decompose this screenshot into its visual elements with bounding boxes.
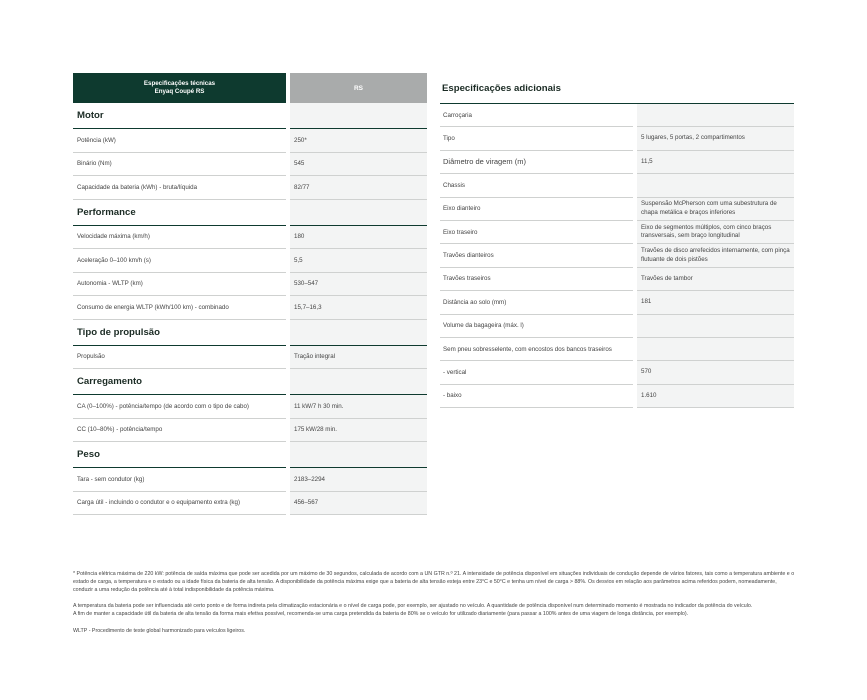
table-row bbox=[440, 291, 794, 314]
row-label: Diâmetro de viragem (m) bbox=[440, 151, 633, 174]
section-motor bbox=[73, 103, 427, 129]
table-header bbox=[73, 73, 427, 103]
row-label: Propulsão bbox=[73, 346, 286, 370]
section-title: Performance bbox=[73, 200, 286, 226]
header-title-line1: Especificações técnicas bbox=[143, 79, 216, 87]
table-row bbox=[440, 361, 794, 384]
footnote-power: * Potência elétrica máxima de 220 kW: potência de saída máxima que pode ser acedida por um máximo de 30 segundos, calculada de acordo com a UN GTR n.º 21. A intensidade de potência disponível em situações individuais de condução depende de vários fatores, tais como a temperatura ambiente e o estado de carga, a temperatura e o estado ou a idade física da bateria de alta tensão. A disponibilidade da potência máxima exige que a bateria de alta tensão esteja entre 23°C e 50°C e tenha um nível de carga > 88%. Os desvios em relação aos parâmetros acima referidos podem, nomeadamente, conduzir a uma redução da potência até à total indisponibilidade da potência máxima. bbox=[73, 571, 795, 593]
table-row bbox=[73, 296, 427, 320]
row-label: - vertical bbox=[440, 361, 633, 384]
row-value: Travões de tambor bbox=[637, 268, 794, 291]
table-row bbox=[440, 198, 794, 221]
row-label: CC (10–80%) - potência/tempo bbox=[73, 419, 286, 443]
row-label: Potência (kW) bbox=[73, 129, 286, 153]
table-row bbox=[440, 315, 794, 338]
table-row bbox=[440, 385, 794, 408]
section-weight bbox=[73, 442, 427, 468]
table-row bbox=[440, 268, 794, 291]
table-row bbox=[440, 174, 794, 197]
row-value: 5 lugares, 5 portas, 2 compartimentos bbox=[637, 127, 794, 150]
section-title: Motor bbox=[73, 103, 286, 129]
row-value: 456–567 bbox=[290, 492, 427, 516]
header-title-line2: Enyaq Coupé RS bbox=[154, 88, 205, 95]
row-label: Sem pneu sobresselente, com encostos dos bancos traseiros bbox=[440, 338, 633, 361]
section-title: Tipo de propulsão bbox=[73, 320, 286, 346]
row-label: Capacidade da bateria (kWh) - bruta/líquida bbox=[73, 176, 286, 200]
row-label: Velocidade máxima (km/h) bbox=[73, 226, 286, 250]
table-row bbox=[73, 419, 427, 443]
row-label: Eixo dianteiro bbox=[440, 198, 633, 221]
row-label: Autonomia - WLTP (km) bbox=[73, 273, 286, 297]
footnote-wltp: WLTP - Procedimento de teste global harmonizado para veículos ligeiros. bbox=[73, 627, 246, 634]
row-label: CA (0–100%) - potência/tempo (de acordo com o tipo de cabo) bbox=[73, 395, 286, 419]
row-value: 175 kW/28 min. bbox=[290, 419, 427, 443]
table-row bbox=[440, 244, 794, 267]
row-value bbox=[637, 174, 794, 197]
additional-specs-table bbox=[440, 73, 794, 408]
header-version: RS bbox=[290, 73, 427, 103]
row-value: Travões de disco arrefecidos internamente, com pinça flutuante de dois pistões bbox=[637, 244, 794, 267]
row-value: 181 bbox=[637, 291, 794, 314]
header-title bbox=[73, 73, 286, 103]
row-value: 15,7–16,3 bbox=[290, 296, 427, 320]
row-label: - baixo bbox=[440, 385, 633, 408]
row-value: 11 kW/7 h 30 min. bbox=[290, 395, 427, 419]
row-label: Binário (Nm) bbox=[73, 153, 286, 177]
row-label: Carga útil - incluindo o condutor e o equipamento extra (kg) bbox=[73, 492, 286, 516]
row-label: Eixo traseiro bbox=[440, 221, 633, 244]
table-row bbox=[440, 127, 794, 150]
row-value: 545 bbox=[290, 153, 427, 177]
table-row bbox=[440, 221, 794, 244]
table-row bbox=[73, 226, 427, 250]
table-row bbox=[73, 249, 427, 273]
section-charging bbox=[73, 369, 427, 395]
row-value: 1.610 bbox=[637, 385, 794, 408]
row-label: Consumo de energia WLTP (kWh/100 km) - combinado bbox=[73, 296, 286, 320]
row-label: Tipo bbox=[440, 127, 633, 150]
row-value: 5,5 bbox=[290, 249, 427, 273]
table-row bbox=[73, 468, 427, 492]
additional-specs-title: Especificações adicionais bbox=[440, 73, 794, 104]
row-value bbox=[637, 338, 794, 361]
section-performance bbox=[73, 200, 427, 226]
row-label: Chassis bbox=[440, 174, 633, 197]
section-title: Peso bbox=[73, 442, 286, 468]
row-value: 11,5 bbox=[637, 151, 794, 174]
table-row bbox=[73, 346, 427, 370]
footnote-battery-capacity: A fim de manter a capacidade útil da bateria de alta tensão da forma mais efetiva possível, recomenda-se uma carga pretendida da bateria de 80% se o veículo for utilizado diariamente (para passar a 100% antes de uma viagem de longa distância, por exemplo). bbox=[73, 611, 689, 618]
row-value: 82/77 bbox=[290, 176, 427, 200]
table-row bbox=[73, 153, 427, 177]
row-value: Suspensão McPherson com uma subestrutura de chapa metálica e braços inferiores bbox=[637, 198, 794, 221]
row-value bbox=[637, 104, 794, 127]
row-value: 530–547 bbox=[290, 273, 427, 297]
section-propulsion bbox=[73, 320, 427, 346]
table-row bbox=[73, 176, 427, 200]
table-row bbox=[440, 151, 794, 174]
table-row bbox=[73, 273, 427, 297]
row-label: Carroçaria bbox=[440, 104, 633, 127]
row-label: Tara - sem condutor (kg) bbox=[73, 468, 286, 492]
footnotes bbox=[73, 571, 795, 644]
table-row bbox=[73, 492, 427, 516]
row-value bbox=[637, 315, 794, 338]
row-value: 2183–2294 bbox=[290, 468, 427, 492]
table-row bbox=[73, 395, 427, 419]
table-row bbox=[73, 129, 427, 153]
row-label: Travões dianteiros bbox=[440, 244, 633, 267]
section-title: Carregamento bbox=[73, 369, 286, 395]
row-value: 250* bbox=[290, 129, 427, 153]
row-value: Tração integral bbox=[290, 346, 427, 370]
row-value: 570 bbox=[637, 361, 794, 384]
table-row bbox=[440, 104, 794, 127]
row-value: Eixo de segmentos múltiplos, com cinco braços transversais, sem braço longitudinal bbox=[637, 221, 794, 244]
row-label: Aceleração 0–100 km/h (s) bbox=[73, 249, 286, 273]
row-label: Volume da bagageira (máx. l) bbox=[440, 315, 633, 338]
footnote-temperature: A temperatura da bateria pode ser influenciada até certo ponto e de forma indireta pela climatização estacionária e o nível de carga pode, por exemplo, ser ajustado no veículo. A quantidade de potência disponível num determinado momento é mostrada no indicador da potência do veículo. bbox=[73, 603, 753, 610]
row-label: Distância ao solo (mm) bbox=[440, 291, 633, 314]
technical-specs-table bbox=[73, 73, 427, 515]
row-label: Travões traseiros bbox=[440, 268, 633, 291]
row-value: 180 bbox=[290, 226, 427, 250]
table-row bbox=[440, 338, 794, 361]
